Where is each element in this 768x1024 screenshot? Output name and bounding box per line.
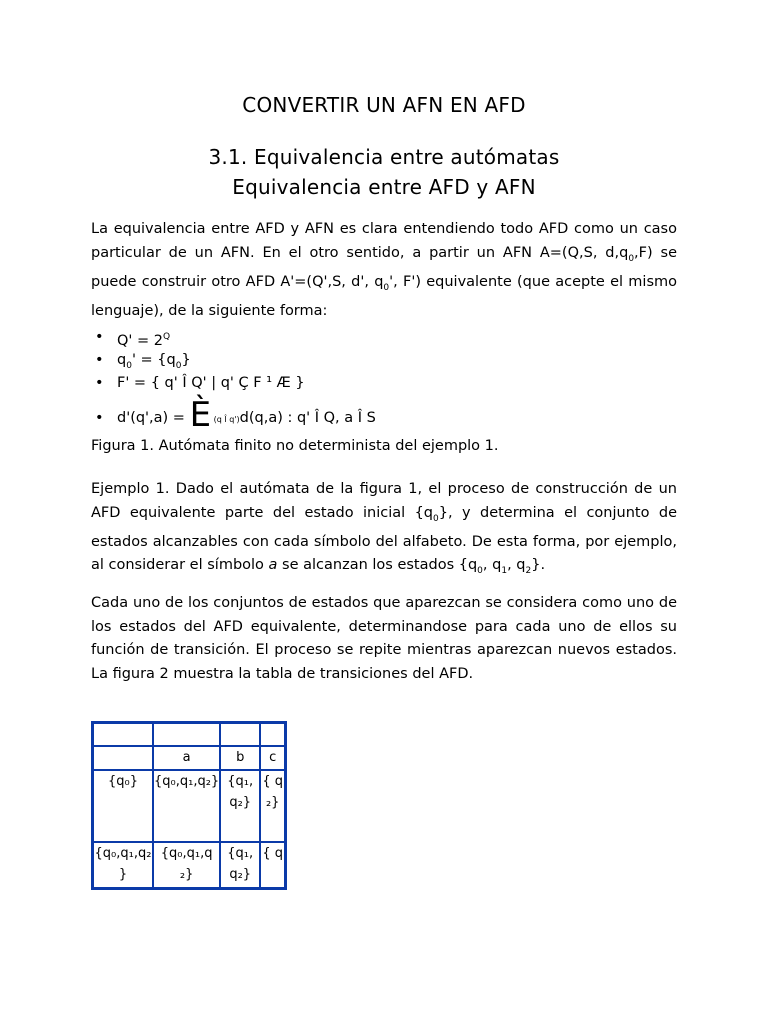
list-item: • $Q' = 2^Q$ [91, 326, 376, 349]
bullet-icon: • [95, 329, 104, 345]
page-title: CONVERTIR UN AFN EN AFD [242, 93, 526, 117]
table-cell [260, 723, 285, 746]
figure-caption: Figura 1. Autómata finito no determinista del ejemplo 1. [91, 438, 499, 454]
bullet-icon: • [95, 352, 104, 368]
table-cell [220, 723, 260, 746]
table-cell: {q₀,q₁,q₂ } [93, 842, 153, 888]
list-item: • $q_0' = \{q_0\}$ [91, 349, 376, 372]
intro-paragraph: La equivalencia entre AFD y AFN es clara entendiendo todo AFD como un caso particular de un AFN. En el otro sentido, a partir un AFN A=(Q,S, $d,q_0,F$) se puede construir otro AFD A'=(Q',S, d', $q_0'$, F') equivalente (que acepte el mismo lenguaje), de la siguiente forma: [91, 221, 677, 320]
table-cell [153, 723, 220, 746]
example-paragraph: Ejemplo 1. Dado el autómata de la figura 1, el proceso de construcción de un AFD equivalente parte del estado inicial $\{q_0\}$, y determina el conjunto de estados alcanzables con cada símbolo del alfabeto. De esta forma, por ejemplo, al considerar el símbolo a se alcanzan los estados {$q_0$, $q_1$, $q_2$}. [91, 481, 677, 577]
table-cell [93, 723, 153, 746]
table-row [93, 770, 285, 842]
transition-table [91, 721, 287, 890]
subsection-heading: Equivalencia entre AFD y AFN [232, 175, 536, 199]
table-cell: {q₁, q₂} [220, 770, 260, 842]
bullet-icon: • [95, 375, 104, 391]
list-item: • F' = { q' Î Q' | q' Ç F ¹ Æ } [91, 372, 376, 395]
explanation-paragraph: Cada uno de los conjuntos de estados que aparezcan se considera como uno de los estados del AFD equivalente, determinandose para cada uno de ellos su función de transición. El proceso se repite mientras aparezcan nuevos estados. La figura 2 muestra la tabla de transiciones del AFD. [91, 595, 677, 682]
definition-list [91, 326, 376, 439]
table-row [93, 842, 285, 888]
table-header-cell: b [220, 746, 260, 770]
section-heading: 3.1. Equivalencia entre autómatas [208, 145, 560, 169]
table-cell: {q₀} [93, 770, 153, 842]
table-cell: {q₀,q₁,q₂} [153, 770, 220, 842]
table-header-cell [93, 746, 153, 770]
list-item: • d'(q',a) = È (q Î q')d(q,a) : q' Î Q, a Î S [91, 397, 376, 439]
table-header-cell: c [260, 746, 285, 770]
bullet-icon: • [95, 410, 104, 426]
table-cell: {q₀,q₁,q ₂} [153, 842, 220, 888]
table-header-cell: a [153, 746, 220, 770]
table-cell: { q [260, 842, 285, 888]
table-cell: { q ₂} [260, 770, 285, 842]
table-header-row [93, 746, 285, 770]
table-cell: {q₁, q₂} [220, 842, 260, 888]
table-row [93, 723, 285, 746]
